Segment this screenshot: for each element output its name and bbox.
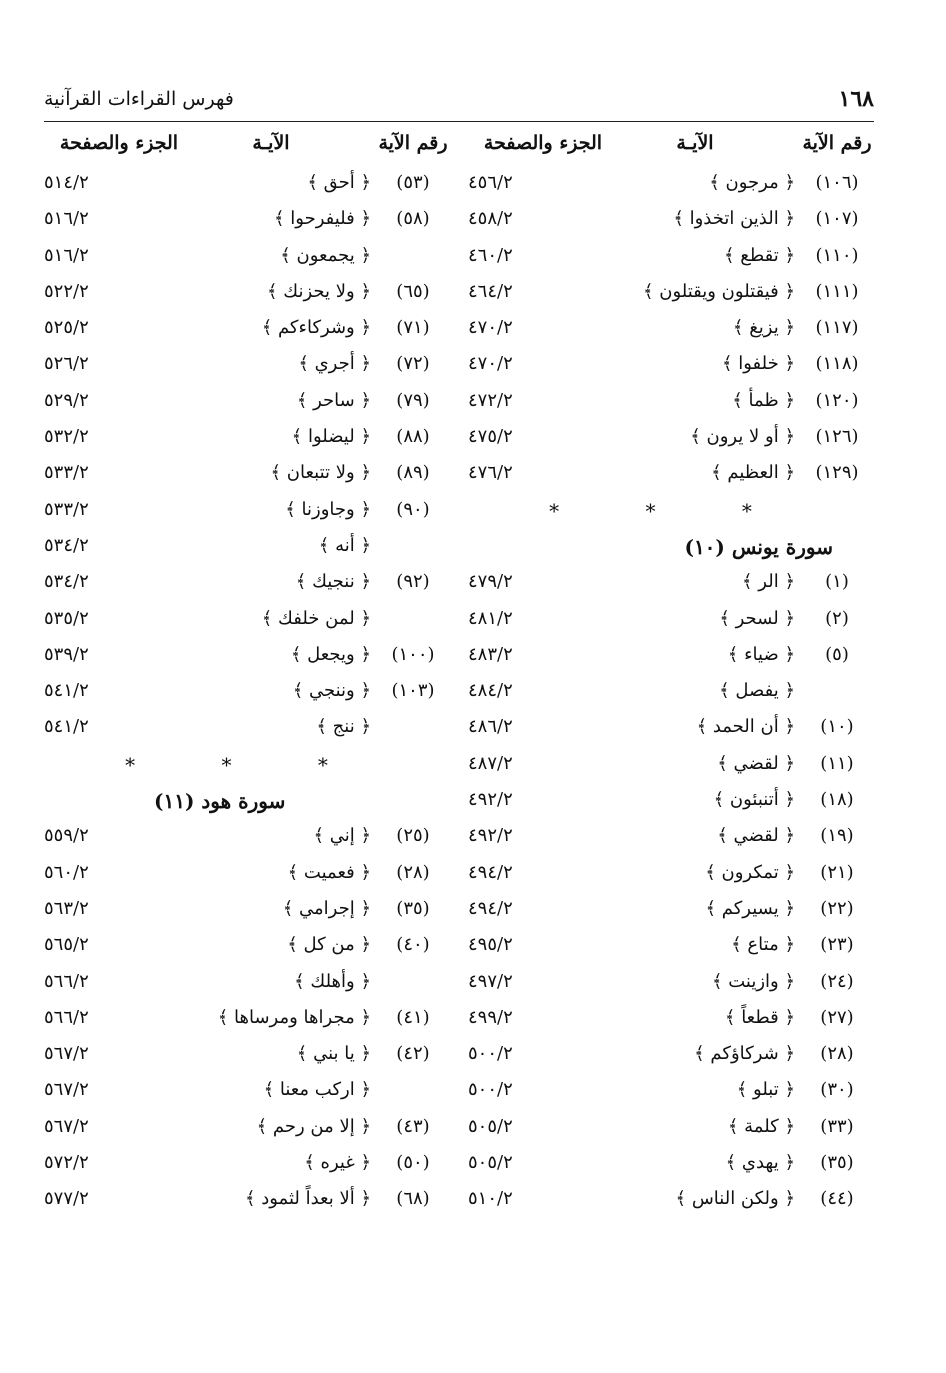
verse-number: (٤٤): [820, 1188, 854, 1210]
index-row: [468, 716, 873, 752]
index-row: [468, 934, 873, 970]
volume-page-ref: ٥٢٦/٢: [44, 353, 89, 375]
volume-page-ref: ٥٦٧/٢: [44, 1043, 89, 1065]
verse-text: ﴿ مجراها ومرساها ﴾: [217, 1006, 371, 1028]
volume-page-ref: ٤٧٦/٢: [468, 462, 513, 484]
volume-page-ref: ٤٨٧/٢: [468, 752, 513, 774]
verse-text: ﴿ وجاوزنا ﴾: [285, 498, 371, 520]
volume-page-ref: ٥٢٢/٢: [44, 280, 89, 302]
volume-page-ref: ٥٤١/٢: [44, 680, 89, 702]
verse-number: (٩٢): [396, 571, 430, 593]
verse-number: (٩٠): [396, 498, 430, 520]
verse-number: (١٠٣): [391, 680, 435, 702]
index-rows-b: [468, 571, 873, 1224]
volume-page-ref: ٤٧٥/٢: [468, 426, 513, 448]
volume-page-ref: ٥٣٢/٢: [44, 426, 89, 448]
verse-text: ﴿ ليضلوا ﴾: [291, 426, 371, 448]
verse-number-header: رقم الآية: [802, 132, 872, 154]
index-row: [468, 317, 873, 353]
verse-text: ﴿ ويجعل ﴾: [290, 643, 371, 665]
verse-number: (٥): [825, 643, 849, 665]
verse-header: الآيـة: [676, 132, 714, 154]
verse-number: (٣٣): [820, 1115, 854, 1137]
header-rule: [44, 121, 874, 122]
column-header: [44, 128, 449, 172]
surah-title: سورة يونس (١٠): [684, 534, 833, 559]
verse-text: ﴿ فليفرحوا ﴾: [274, 208, 371, 230]
index-row: [44, 1152, 449, 1188]
index-row: [44, 825, 449, 861]
verse-text: ﴿ لسحر ﴾: [719, 607, 795, 629]
verse-text: ﴿ أن الحمد ﴾: [696, 716, 795, 738]
verse-number: (١٢٦): [815, 426, 859, 448]
verse-number: (٦٥): [396, 280, 430, 302]
index-row: [44, 317, 449, 353]
volume-page-ref: ٥١٦/٢: [44, 244, 89, 266]
volume-page-ref: ٥٧٧/٢: [44, 1188, 89, 1210]
verse-text: ﴿ من كل ﴾: [287, 934, 371, 956]
volume-page-ref: ٥٢٩/٢: [44, 389, 89, 411]
volume-page-ref: ٤٨٤/٢: [468, 680, 513, 702]
index-row: [468, 571, 873, 607]
page-number: ١٦٨: [838, 86, 874, 112]
verse-number: (٤١): [396, 1006, 430, 1028]
index-row: [468, 1152, 873, 1188]
verse-text: ﴿ أنه ﴾: [318, 534, 371, 556]
index-row: [468, 1043, 873, 1079]
verse-text: ﴿ ننج ﴾: [316, 716, 371, 738]
verse-number: (٢٢): [820, 897, 854, 919]
index-row: [44, 353, 449, 389]
verse-text: ﴿ وننجي ﴾: [292, 680, 371, 702]
section-separator: * * *: [125, 752, 368, 777]
verse-text: ﴿ أو لا يرون ﴾: [690, 426, 795, 448]
index-row: [468, 426, 873, 462]
volume-page-ref: ٤٥٦/٢: [468, 172, 513, 193]
index-row: [44, 1079, 449, 1115]
verse-text: ﴿ ساحر ﴾: [296, 389, 371, 411]
index-row: [468, 753, 873, 789]
verse-text: ﴿ تبلو ﴾: [736, 1079, 795, 1101]
verse-number: (٢٤): [820, 970, 854, 992]
index-row: [468, 1007, 873, 1043]
verse-text: ﴿ أتنبئون ﴾: [713, 789, 795, 811]
volume-page-ref: ٥٧٢/٢: [44, 1152, 89, 1174]
verse-header: الآيـة: [252, 132, 290, 154]
verse-number: (٧٢): [396, 353, 430, 375]
verse-number: (٢): [825, 607, 849, 629]
verse-text: ﴿ يا بني ﴾: [296, 1043, 371, 1065]
verse-number: (٣٠): [820, 1079, 854, 1101]
volume-page-ref: ٤٦٠/٢: [468, 244, 513, 266]
verse-number: (٢٣): [820, 934, 854, 956]
verse-number: (٢٨): [396, 861, 430, 883]
volume-page-ref: ٤٨١/٢: [468, 607, 513, 629]
verse-number: (٥٨): [396, 208, 430, 230]
verse-text: ﴿ أحق ﴾: [307, 172, 371, 193]
volume-page-ref: ٤٩٧/٢: [468, 970, 513, 992]
volume-page-ref: ٤٩٢/٢: [468, 789, 513, 811]
index-row: [44, 462, 449, 498]
index-row: [468, 1079, 873, 1115]
volume-page-ref: ٥٦٧/٢: [44, 1079, 89, 1101]
surah-title: سورة هود (١١): [154, 789, 286, 814]
volume-page-ref: ٤٩٢/٢: [468, 825, 513, 847]
index-row: [44, 426, 449, 462]
volume-page-ref: ٤٩٤/٢: [468, 897, 513, 919]
verse-text: ﴿ ولا يحزنك ﴾: [267, 280, 371, 302]
index-row: [468, 898, 873, 934]
verse-number: (٤٣): [396, 1115, 430, 1137]
volume-page-ref: ٤٩٥/٢: [468, 934, 513, 956]
verse-text: ﴿ العظيم ﴾: [711, 462, 795, 484]
verse-text: ﴿ كلمة ﴾: [727, 1115, 795, 1137]
index-row: [468, 1116, 873, 1152]
index-row: [468, 281, 873, 317]
verse-number: (١١): [820, 752, 854, 774]
volume-page-ref: ٥٠٠/٢: [468, 1043, 513, 1065]
verse-number: (١): [825, 571, 849, 593]
volume-page-ref: ٤٧٩/٢: [468, 571, 513, 593]
volume-page-ref: ٥٦٧/٢: [44, 1115, 89, 1137]
verse-number: (٦٨): [396, 1188, 430, 1210]
reference-header: الجزء والصفحة: [483, 132, 603, 154]
volume-page-ref: ٥١٤/٢: [44, 172, 89, 193]
index-row: [468, 608, 873, 644]
index-row: [468, 208, 873, 244]
verse-number: (٧١): [396, 317, 430, 339]
verse-text: ﴿ يفصل ﴾: [719, 680, 795, 702]
right-column: [468, 128, 873, 1225]
verse-text: ﴿ ألا بعداً لثمود ﴾: [244, 1188, 371, 1210]
index-rows-a: [468, 172, 873, 499]
verse-number: (١٨): [820, 789, 854, 811]
page-header: [44, 86, 874, 118]
verse-number: (١٠): [820, 716, 854, 738]
verse-text: ﴿ ظمأ ﴾: [732, 389, 795, 411]
verse-number: (٨٩): [396, 462, 430, 484]
index-row: [44, 245, 449, 281]
volume-page-ref: ٥٦٦/٢: [44, 1006, 89, 1028]
index-row: [468, 1188, 873, 1224]
verse-number: (١٢٩): [815, 462, 859, 484]
left-column: [44, 128, 449, 1225]
verse-number: (١٠٠): [391, 643, 435, 665]
section-separator: * * *: [549, 498, 792, 523]
volume-page-ref: ٥٦٥/٢: [44, 934, 89, 956]
index-row: [44, 608, 449, 644]
verse-number: (٤٠): [396, 934, 430, 956]
verse-text: ﴿ إجرامي ﴾: [282, 897, 371, 919]
index-row: [44, 208, 449, 244]
volume-page-ref: ٤٩٤/٢: [468, 861, 513, 883]
index-row: [44, 862, 449, 898]
verse-number: (٤٢): [396, 1043, 430, 1065]
verse-number: (٧٩): [396, 389, 430, 411]
volume-page-ref: ٥٣٤/٢: [44, 534, 89, 556]
index-row: [468, 353, 873, 389]
index-row: [44, 716, 449, 752]
index-row: [44, 281, 449, 317]
volume-page-ref: ٥٣٥/٢: [44, 607, 89, 629]
verse-text: ﴿ وأهلك ﴾: [294, 970, 371, 992]
index-row: [468, 825, 873, 861]
verse-text: ﴿ فعميت ﴾: [287, 861, 371, 883]
volume-page-ref: ٤٨٦/٢: [468, 716, 513, 738]
verse-number: (٣٥): [396, 897, 430, 919]
verse-text: ﴿ وشركاءكم ﴾: [261, 317, 371, 339]
verse-text: ﴿ ننجيك ﴾: [295, 571, 371, 593]
index-row: [44, 535, 449, 571]
index-row: [44, 1116, 449, 1152]
volume-page-ref: ٥٦٠/٢: [44, 861, 89, 883]
index-row: [44, 1043, 449, 1079]
index-row: [44, 172, 449, 208]
verse-text: ﴿ يهدي ﴾: [725, 1152, 795, 1174]
verse-text: ﴿ شركاؤكم ﴾: [694, 1043, 795, 1065]
index-row: [44, 644, 449, 680]
volume-page-ref: ٥١٦/٢: [44, 208, 89, 230]
verse-text: ﴿ متاع ﴾: [731, 934, 795, 956]
index-row: [468, 862, 873, 898]
verse-text: ﴿ تقطع ﴾: [724, 244, 795, 266]
verse-text: ﴿ يسيركم ﴾: [705, 897, 795, 919]
verse-number: (١٠٦): [815, 172, 859, 193]
verse-number: (٢٨): [820, 1043, 854, 1065]
index-row: [468, 390, 873, 426]
index-row: [44, 499, 449, 535]
index-row: [44, 971, 449, 1007]
reference-header: الجزء والصفحة: [59, 132, 179, 154]
verse-number: (٨٨): [396, 426, 430, 448]
column-header: [468, 128, 873, 172]
volume-page-ref: ٥٦٣/٢: [44, 897, 89, 919]
verse-text: ﴿ فيقتلون ويقتلون ﴾: [642, 280, 795, 302]
volume-page-ref: ٥٠٥/٢: [468, 1115, 513, 1137]
verse-number: (٢٥): [396, 825, 430, 847]
running-title: فهرس القراءات القرآنية: [44, 88, 234, 110]
volume-page-ref: ٤٧٢/٢: [468, 389, 513, 411]
index-row: [44, 680, 449, 716]
verse-text: ﴿ الر ﴾: [742, 571, 795, 593]
index-row: [44, 1007, 449, 1043]
verse-number: (١٢٠): [815, 389, 859, 411]
volume-page-ref: ٤٦٤/٢: [468, 280, 513, 302]
verse-text: ﴿ ضياء ﴾: [727, 643, 795, 665]
verse-number: (١١١): [815, 280, 859, 302]
verse-text: ﴿ اركب معنا ﴾: [263, 1079, 371, 1101]
verse-text: ﴿ إني ﴾: [313, 825, 371, 847]
index-row: [468, 245, 873, 281]
verse-text: ﴿ لمن خلفك ﴾: [261, 607, 371, 629]
verse-text: ﴿ وازينت ﴾: [711, 970, 795, 992]
index-rows-b: [44, 825, 449, 1224]
verse-text: ﴿ أجري ﴾: [298, 353, 371, 375]
verse-number: (١١٧): [815, 317, 859, 339]
volume-page-ref: ٥٣٩/٢: [44, 643, 89, 665]
index-row: [468, 644, 873, 680]
verse-text: ﴿ يزيغ ﴾: [732, 317, 795, 339]
index-rows-a: [44, 172, 449, 753]
verse-number: (١١٨): [815, 353, 859, 375]
index-row: [468, 462, 873, 498]
index-row: [44, 898, 449, 934]
verse-text: ﴿ إلا من رحم ﴾: [256, 1115, 371, 1137]
index-row: [44, 390, 449, 426]
verse-number-header: رقم الآية: [378, 132, 448, 154]
verse-number: (١٠٧): [815, 208, 859, 230]
verse-number: (٢١): [820, 861, 854, 883]
verse-text: ﴿ ولكن الناس ﴾: [675, 1188, 795, 1210]
verse-text: ﴿ الذين اتخذوا ﴾: [673, 208, 795, 230]
volume-page-ref: ٥٠٥/٢: [468, 1152, 513, 1174]
index-row: [44, 1188, 449, 1224]
volume-page-ref: ٥٣٤/٢: [44, 571, 89, 593]
verse-text: ﴿ لقضي ﴾: [717, 825, 795, 847]
verse-number: (٥٠): [396, 1152, 430, 1174]
volume-page-ref: ٥٢٥/٢: [44, 317, 89, 339]
verse-text: ﴿ تمكرون ﴾: [705, 861, 795, 883]
index-row: [44, 934, 449, 970]
index-row: [44, 571, 449, 607]
index-row: [468, 680, 873, 716]
index-row: [468, 789, 873, 825]
volume-page-ref: ٥٣٣/٢: [44, 462, 89, 484]
verse-number: (١٩): [820, 825, 854, 847]
verse-text: ﴿ قطعاً ﴾: [724, 1006, 795, 1028]
verse-text: ﴿ غيره ﴾: [304, 1152, 371, 1174]
index-row: [468, 172, 873, 208]
volume-page-ref: ٤٥٨/٢: [468, 208, 513, 230]
index-row: [468, 971, 873, 1007]
volume-page-ref: ٥٠٠/٢: [468, 1079, 513, 1101]
volume-page-ref: ٥٥٩/٢: [44, 825, 89, 847]
volume-page-ref: ٥٤١/٢: [44, 716, 89, 738]
verse-text: ﴿ لقضي ﴾: [717, 752, 795, 774]
verse-text: ﴿ ولا تتبعان ﴾: [270, 462, 371, 484]
volume-page-ref: ٤٨٣/٢: [468, 643, 513, 665]
verse-text: ﴿ مرجون ﴾: [709, 172, 795, 193]
volume-page-ref: ٤٩٩/٢: [468, 1006, 513, 1028]
volume-page-ref: ٥٣٣/٢: [44, 498, 89, 520]
volume-page-ref: ٥٦٦/٢: [44, 970, 89, 992]
verse-text: ﴿ يجمعون ﴾: [280, 244, 371, 266]
volume-page-ref: ٤٧٠/٢: [468, 317, 513, 339]
verse-number: (١١٠): [815, 244, 859, 266]
volume-page-ref: ٥١٠/٢: [468, 1188, 513, 1210]
verse-number: (٥٣): [396, 172, 430, 193]
verse-number: (٣٥): [820, 1152, 854, 1174]
volume-page-ref: ٤٧٠/٢: [468, 353, 513, 375]
verse-text: ﴿ خلفوا ﴾: [721, 353, 795, 375]
verse-number: (٢٧): [820, 1006, 854, 1028]
